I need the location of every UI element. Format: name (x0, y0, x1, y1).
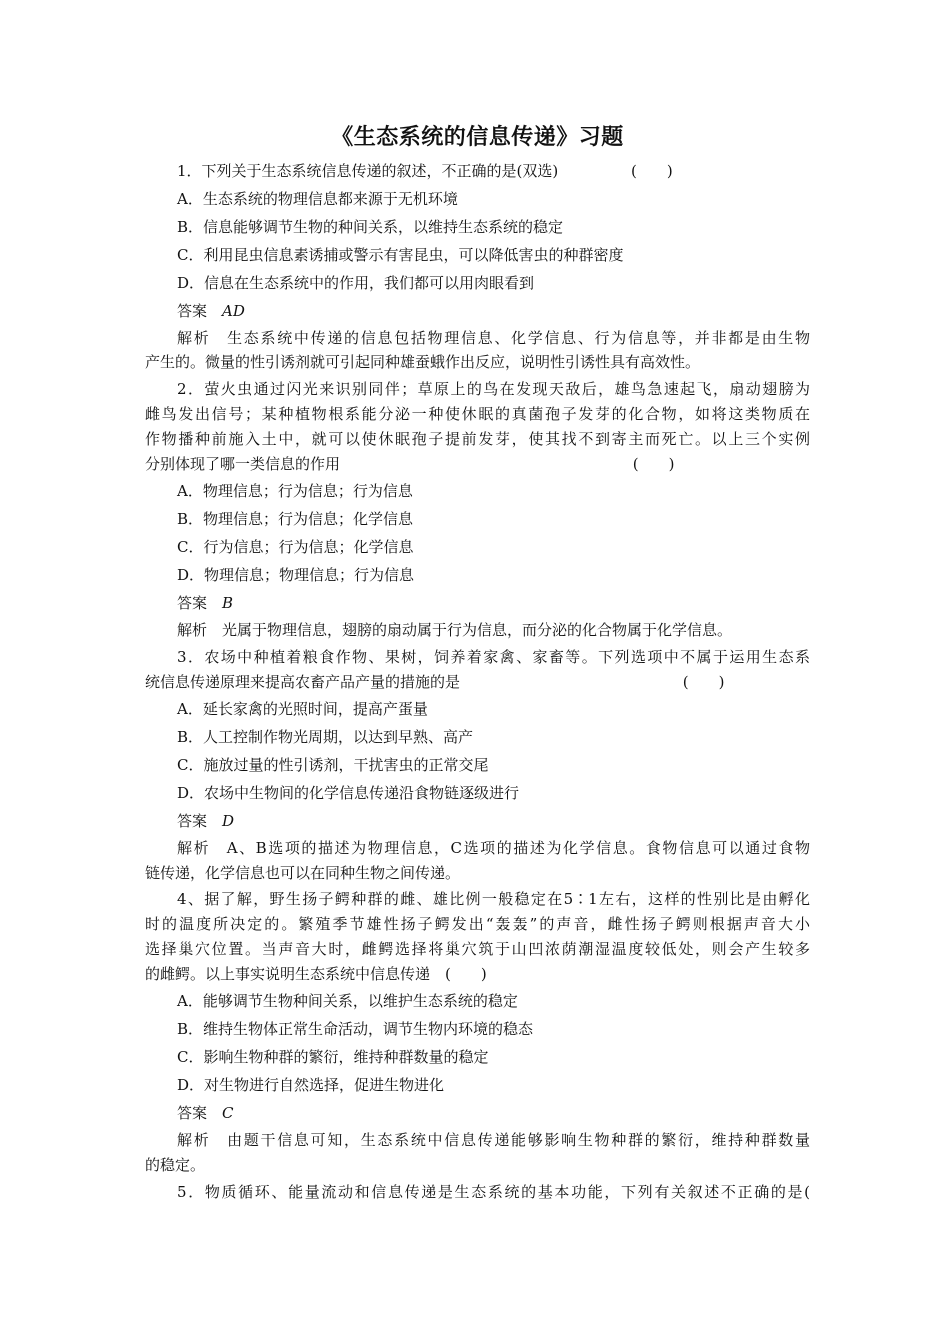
q1-option-c: C．利用昆虫信息素诱捕或警示有害昆虫，可以降低害虫的种群密度 (177, 246, 624, 264)
q2-option-d: D．物理信息；物理信息；行为信息 (177, 566, 415, 584)
q1-answer-label: 答案 (177, 302, 208, 320)
q4-option-b: B．维持生物体正常生命活动，调节生物内环境的稳态 (177, 1020, 534, 1038)
q2-stem-line2: 雌鸟发出信号；某种植物根系能分泌一种使休眠的真菌孢子发芽的化合物，如将这类物质在 (145, 405, 810, 423)
q4-answer-value: C (222, 1104, 234, 1122)
q1-answer-value: AD (222, 302, 245, 320)
q2-stem-line1: 2．萤火虫通过闪光来识别同伴；草原上的鸟在发现天敌后，雄鸟急速起飞，扇动翅膀为 (177, 380, 810, 398)
q1-option-a: A．生态系统的物理信息都来源于无机环境 (177, 190, 458, 208)
q3-option-b: B．人工控制作物光周期，以达到早熟、高产 (177, 728, 474, 746)
q4-stem-line1: 4、据了解，野生扬子鳄种群的雌、雄比例一般稳定在5∶1左右，这样的性别比是由孵化 (177, 890, 810, 908)
q4-analysis-line1: 解析 由题干信息可知，生态系统中信息传递能够影响生物种群的繁衍，维持种群数量 (177, 1131, 810, 1149)
q1-answer-paren: ( ) (631, 162, 673, 180)
q2-stem-line4-text: 分别体现了哪一类信息的作用 (145, 455, 341, 473)
q3-analysis-line1: 解析 A、B选项的描述为物理信息，C选项的描述为化学信息。食物信息可以通过食物 (177, 839, 810, 857)
q1-analysis-line2: 产生的。微量的性引诱剂就可引起同种雄蚕蛾作出反应，说明性引诱性具有高效性。 (145, 353, 701, 371)
q1-option-b: B．信息能够调节生物的种间关系，以维持生态系统的稳定 (177, 218, 564, 236)
q4-option-c: C．影响生物种群的繁衍，维持种群数量的稳定 (177, 1048, 489, 1066)
q3-stem-line2 (145, 671, 810, 693)
q2-answer-value: B (222, 594, 234, 612)
q4-stem-line4: 的雌鳄。以上事实说明生态系统中信息传递 ( ) (145, 965, 487, 983)
q4-option-a: A．能够调节生物种间关系，以维护生态系统的稳定 (177, 992, 518, 1010)
q4-answer-label: 答案 (177, 1104, 208, 1122)
q4-answer (177, 1102, 810, 1124)
q3-answer-paren: ( ) (682, 673, 725, 691)
q4-stem-line3: 选择巢穴位置。当声音大时，雌鳄选择将巢穴筑于山凹浓荫潮湿温度较低处，则会产生较多 (145, 940, 810, 958)
q2-answer (177, 592, 810, 614)
q3-option-a: A．延长家禽的光照时间，提高产蛋量 (177, 700, 428, 718)
q3-analysis-line2: 链传递，化学信息也可以在同种生物之间传递。 (145, 864, 461, 882)
q1-option-d: D．信息在生态系统中的作用，我们都可以用肉眼看到 (177, 274, 535, 292)
q3-stem-line2-text: 统信息传递原理来提高农畜产品产量的措施的是 (145, 673, 461, 691)
q4-stem-line2: 时的温度所决定的。繁殖季节雄性扬子鳄发出“轰轰”的声音，雌性扬子鳄则根据声音大小 (145, 915, 810, 933)
q1-stem (177, 160, 810, 182)
q3-answer-value: D (222, 812, 235, 830)
document-title: 《生态系统的信息传递》习题 (331, 125, 624, 150)
q2-stem-line3: 作物播种前施入土中，就可以使休眠孢子提前发芽，使其找不到寄主而死亡。以上三个实例 (145, 430, 810, 448)
q3-option-c: C．施放过量的性引诱剂，干扰害虫的正常交尾 (177, 756, 489, 774)
q2-stem-line4 (145, 453, 810, 475)
q2-answer-paren: ( ) (632, 455, 675, 473)
q2-option-a: A．物理信息；行为信息；行为信息 (177, 482, 413, 500)
q2-answer-label: 答案 (177, 594, 208, 612)
q2-analysis: 解析 光属于物理信息，翅膀的扇动属于行为信息，而分泌的化合物属于化学信息。 (177, 621, 733, 639)
q4-option-d: D．对生物进行自然选择，促进生物进化 (177, 1076, 445, 1094)
q5-stem-line1: 5．物质循环、能量流动和信息传递是生态系统的基本功能，下列有关叙述不正确的是( (177, 1183, 810, 1201)
q1-stem-text: 1．下列关于生态系统信息传递的叙述，不正确的是(双选) (177, 162, 559, 180)
q4-analysis-line2: 的稳定。 (145, 1156, 206, 1174)
q2-option-c: C．行为信息；行为信息；化学信息 (177, 538, 414, 556)
q1-answer (177, 300, 810, 322)
q1-analysis-line1: 解析 生态系统中传递的信息包括物理信息、化学信息、行为信息等，并非都是由生物 (177, 329, 810, 347)
q3-answer-label: 答案 (177, 812, 208, 830)
q2-option-b: B．物理信息；行为信息；化学信息 (177, 510, 414, 528)
q3-option-d: D．农场中生物间的化学信息传递沿食物链逐级进行 (177, 784, 520, 802)
q3-stem-line1: 3．农场中种植着粮食作物、果树，饲养着家禽、家畜等。下列选项中不属于运用生态系 (177, 648, 810, 666)
q3-answer (177, 810, 810, 832)
